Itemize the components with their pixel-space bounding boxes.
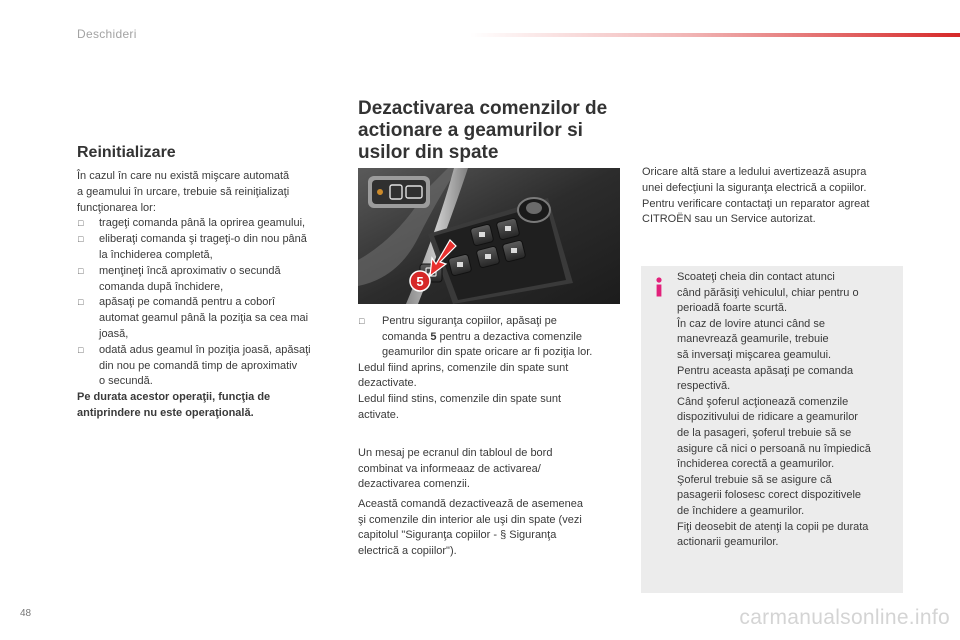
command-number: 5 (430, 330, 437, 343)
right-line: CITROËN sau un Service autorizat. (642, 213, 816, 226)
right-line: Pentru verificare contactaţi un reparator agreat (642, 197, 870, 210)
info-line: pasagerii folosesc corect dispozitivele (677, 489, 862, 502)
watermark: carmanualsonline.info (739, 606, 950, 629)
reinit-bullet (77, 216, 345, 232)
command-line: Această comandă dezactivează de asemenea (358, 498, 584, 510)
info-line: închiderea corectă a geamurilor. (677, 458, 835, 471)
callout-5-label: 5 (416, 274, 424, 289)
info-line: asigure că nici o persoană nu împiedică (677, 442, 871, 455)
reinit-heading: Reinitializare (77, 144, 176, 161)
info-line: perioadă foarte scurtă. (677, 302, 788, 315)
led-line: activate. (358, 408, 399, 421)
bullet-line: □ apăsaţi pe comandă pentru a coborî (99, 296, 276, 309)
heading-line: Dezactivarea comenzilor de (358, 98, 608, 119)
led-line: Ledul fiind stins, comenzile din spate sunt (358, 392, 562, 405)
command-line: şi comenzile din interior ale uşi din spate (vezi (358, 513, 582, 526)
reinit-bullet (77, 295, 345, 342)
bullet-line: □ odată adus geamul în poziţia joasă, apăsaţi (99, 343, 311, 356)
info-line: de la pasageri, şoferul trebuie să se (677, 426, 852, 439)
door-switch-photo (358, 168, 620, 304)
bullet-line: □ trageţi comanda până la oprirea geamului, (99, 217, 306, 230)
info-line: Scoateţi cheia din contact atunci (677, 271, 835, 283)
bullet-line: joasă, (99, 327, 129, 340)
door-panel-illustration (358, 168, 620, 304)
deactivation-heading (358, 98, 638, 164)
bullet-text: comanda (382, 330, 431, 343)
message-line: Un mesaj pe ecranul din tabloul de bord (358, 447, 553, 459)
bullet-text: pentru a dezactiva comenzile (436, 330, 582, 343)
led-indicator (377, 189, 383, 195)
reinit-intro-line: În cazul în care nu există mişcare automată (77, 170, 290, 182)
reinit-bullet (77, 264, 345, 296)
info-line: când părăsiţi vehiculul, chiar pentru o (677, 286, 859, 299)
message-line: combinat va informeaaz de activarea/ (358, 462, 541, 475)
bullet-line: geamurilor din spate oricare ar fi poziţia lor. (382, 346, 593, 359)
info-line: Pentru aceasta apăsaţi pe comanda (677, 364, 854, 377)
info-line: respectivă. (677, 380, 731, 393)
command-paragraph (358, 497, 620, 559)
led-line: Ledul fiind aprins, comenzile din spate sunt (358, 361, 569, 374)
bullet-line: la închiderea completă, (99, 248, 213, 261)
reinit-intro-line: a geamului în urcare, trebuie să reiniţializaţi (77, 185, 290, 198)
right-line: Oricare altă stare a ledului avertizează asupra (642, 166, 867, 178)
heading-line: usilor din spate (358, 142, 499, 163)
info-line: actionarii geamurilor. (677, 536, 779, 549)
info-line: dispozitivului de ridicare a geamurilor (677, 411, 858, 424)
bullet-line: □ Pentru siguranţa copiilor, apăsaţi pe (382, 315, 557, 327)
info-line: Când şoferul acţionează comenzile (677, 395, 849, 408)
reinit-bullet (77, 343, 345, 390)
bullet-line: □ menţineţi încă aproximativ o secundă (99, 264, 281, 277)
led-state-paragraph (642, 165, 904, 228)
reinit-section (77, 169, 345, 422)
command-line: capitolul "Siguranţa copiilor - § Siguranţa (358, 529, 557, 542)
info-line: să inversaţi mişcarea geamului. (677, 348, 832, 361)
reinit-warning-line: antiprindere nu este operaţională. (77, 406, 254, 419)
message-line: dezactivarea comenzii. (358, 478, 470, 491)
message-paragraph (358, 446, 620, 493)
info-line: Şoferul trebuie să se asigure că (677, 473, 832, 486)
reinit-intro-line: funcţionarea lor: (77, 201, 156, 214)
header-title: Deschideri (77, 27, 137, 41)
led-line: dezactivate. (358, 377, 417, 390)
page-number: 48 (20, 608, 32, 619)
bullet-line: din nou pe comandă timp de aproximativ (99, 359, 298, 372)
info-line: de închidere a geamurilor. (677, 504, 805, 517)
bullet-line: automat geamul până la poziţia sa cea mai (99, 312, 309, 325)
right-line: unei defecţiuni la siguranţa electrică a copiilor. (642, 181, 867, 194)
reinit-bullet (77, 232, 345, 264)
info-line: Fiţi deosebit de atenţi la copii pe durata (677, 520, 869, 533)
deactivation-bullet-section (358, 314, 628, 423)
bullet-line: □ eliberaţi comanda şi trageţi-o din nou până (99, 233, 307, 246)
header-divider (470, 33, 960, 37)
command-line: electrică a copiilor"). (358, 544, 457, 557)
info-icon (654, 277, 664, 297)
info-text (677, 270, 901, 551)
bullet-line (382, 330, 628, 346)
reinit-warning-line: Pe durata acestor operaţii, funcţia de (77, 391, 271, 404)
deactivation-bullet (358, 314, 628, 361)
info-line: manevrează geamurile, trebuie (677, 333, 829, 346)
bullet-line: o secundă. (99, 375, 153, 388)
bullet-line: comanda după închidere, (99, 280, 224, 293)
info-line: În caz de lovire atunci când se (677, 317, 825, 330)
heading-line: actionare a geamurilor si (358, 120, 583, 141)
